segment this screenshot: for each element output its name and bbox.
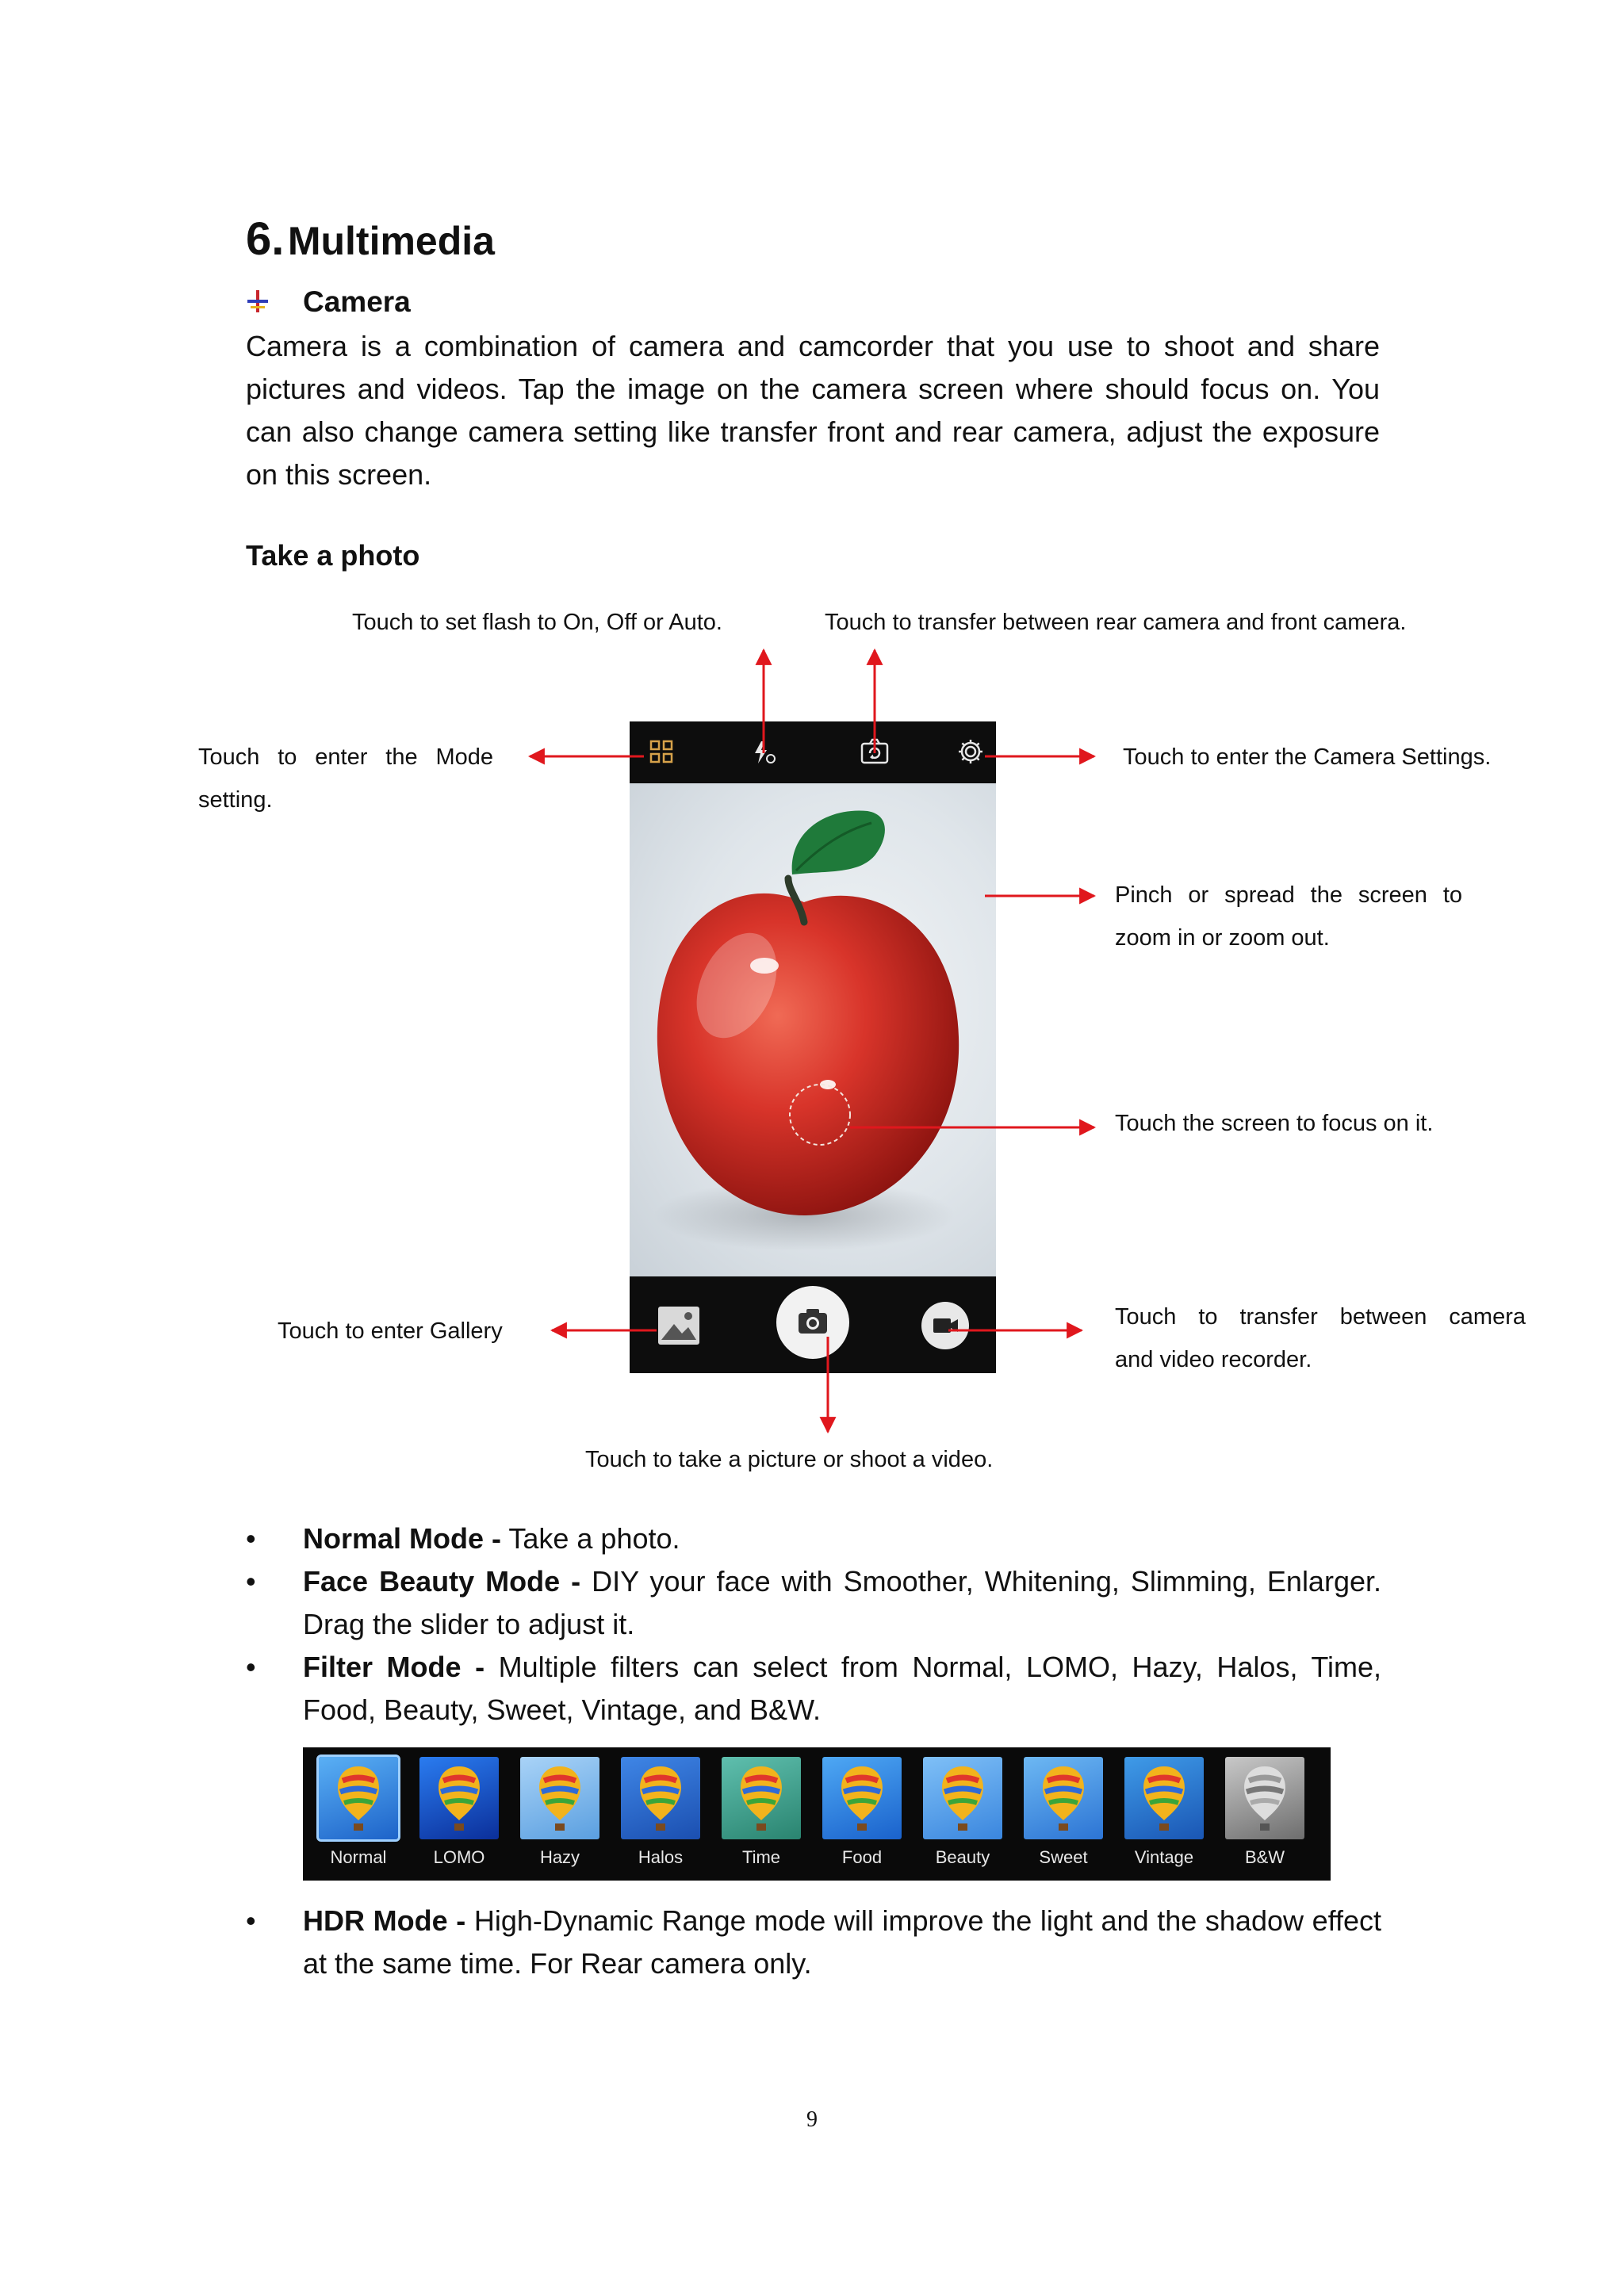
- mode-desc: DIY your face with Smoother, Whitening, Slimming, Enlarger. Drag the slider to adjust it.: [303, 1565, 1381, 1640]
- filter-label: B&W: [1244, 1847, 1285, 1867]
- page-number: 9: [806, 2107, 818, 2132]
- balloon-thumbnail-icon: [1024, 1757, 1103, 1839]
- filter-item[interactable]: [1219, 1747, 1311, 1881]
- mode-name: Face Beauty Mode -: [303, 1565, 581, 1598]
- balloon-thumbnail-icon: [419, 1757, 499, 1839]
- mode-item-face-beauty: [246, 1560, 1388, 1646]
- mode-item-text: [303, 1900, 1381, 1985]
- mode-item-text: [303, 1646, 1381, 1732]
- zoom-annotation-line2: zoom in or zoom out.: [1115, 925, 1330, 951]
- mode-annotation-line1: Touch to enter the Mode: [198, 744, 493, 770]
- filter-strip: [303, 1747, 1331, 1881]
- mode-desc: Multiple filters can select from Normal, LOMO, Hazy, Halos, Time, Food, Beauty, Sweet, Vintage, and B&W.: [303, 1651, 1381, 1726]
- balloon-thumbnail-icon: [1225, 1757, 1304, 1839]
- switch-camera-annotation: Touch to transfer between rear camera and front camera.: [825, 610, 1407, 635]
- mode-annotation-line2: setting.: [198, 787, 273, 813]
- flash-annotation: Touch to set flash to On, Off or Auto.: [352, 610, 722, 635]
- filter-item[interactable]: [715, 1747, 807, 1881]
- video-annotation-line2: and video recorder.: [1115, 1347, 1312, 1372]
- mode-name: Normal Mode -: [303, 1522, 502, 1555]
- camera-heading: Camera: [303, 285, 411, 318]
- filter-label: LOMO: [433, 1847, 485, 1867]
- bullet-dot: •: [246, 1651, 256, 1683]
- zoom-annotation-line1: Pinch or spread the screen to: [1115, 882, 1462, 908]
- mode-item-normal: [246, 1517, 1388, 1560]
- shutter-annotation: Touch to take a picture or shoot a video.: [585, 1447, 994, 1472]
- section-number: 6.: [246, 213, 285, 265]
- mode-item-text: [303, 1517, 1381, 1560]
- filter-item[interactable]: [917, 1747, 1009, 1881]
- mode-desc: High-Dynamic Range mode will improve the light and the shadow effect at the same time. For Rear camera only.: [303, 1904, 1382, 1980]
- intro-text: Camera is a combination of camera and camcorder that you use to shoot and share pictures and videos. Tap the image on the camera screen where should focus on. You can also change camera setting like transfer front and rear camera, adjust the exposure on this screen.: [246, 330, 1380, 491]
- filter-label: Vintage: [1134, 1847, 1194, 1867]
- filter-label: Halos: [638, 1847, 684, 1867]
- filter-label: Hazy: [539, 1847, 580, 1867]
- balloon-thumbnail-icon: [923, 1757, 1002, 1839]
- settings-annotation: Touch to enter the Camera Settings.: [1123, 744, 1492, 770]
- filter-item[interactable]: [1017, 1747, 1109, 1881]
- gallery-annotation: Touch to enter Gallery: [278, 1318, 503, 1344]
- bullet-dot: •: [246, 1565, 256, 1598]
- mode-item-hdr: [246, 1900, 1388, 1985]
- mode-item-text: [303, 1560, 1381, 1646]
- bullet-dot: •: [246, 1904, 256, 1937]
- filter-item[interactable]: [312, 1747, 404, 1881]
- filter-item[interactable]: [413, 1747, 505, 1881]
- video-annotation-line1: Touch to transfer between camera: [1115, 1304, 1526, 1330]
- bullet-dot: •: [246, 1522, 256, 1555]
- focus-annotation: Touch the screen to focus on it.: [1115, 1111, 1434, 1136]
- balloon-thumbnail-icon: [1124, 1757, 1204, 1839]
- balloon-thumbnail-icon: [621, 1757, 700, 1839]
- mode-name: Filter Mode -: [303, 1651, 485, 1683]
- filter-label: Normal: [330, 1847, 387, 1867]
- mode-item-filter: [246, 1646, 1388, 1732]
- filter-label: Sweet: [1039, 1847, 1088, 1867]
- filter-item[interactable]: [816, 1747, 908, 1881]
- filter-label: Time: [741, 1847, 781, 1867]
- balloon-thumbnail-icon: [520, 1757, 599, 1839]
- filter-label: Beauty: [935, 1847, 990, 1867]
- balloon-thumbnail-icon: [822, 1757, 902, 1839]
- balloon-thumbnail-icon: [722, 1757, 801, 1839]
- section-title: Multimedia: [287, 219, 495, 263]
- mode-name: HDR Mode -: [303, 1904, 466, 1937]
- take-photo-heading: Take a photo: [246, 539, 420, 572]
- filter-item[interactable]: [514, 1747, 606, 1881]
- balloon-thumbnail-icon: [319, 1757, 398, 1839]
- filter-item[interactable]: [615, 1747, 707, 1881]
- mode-desc: Take a photo.: [501, 1522, 680, 1555]
- filter-item[interactable]: [1118, 1747, 1210, 1881]
- filter-label: Food: [841, 1847, 883, 1867]
